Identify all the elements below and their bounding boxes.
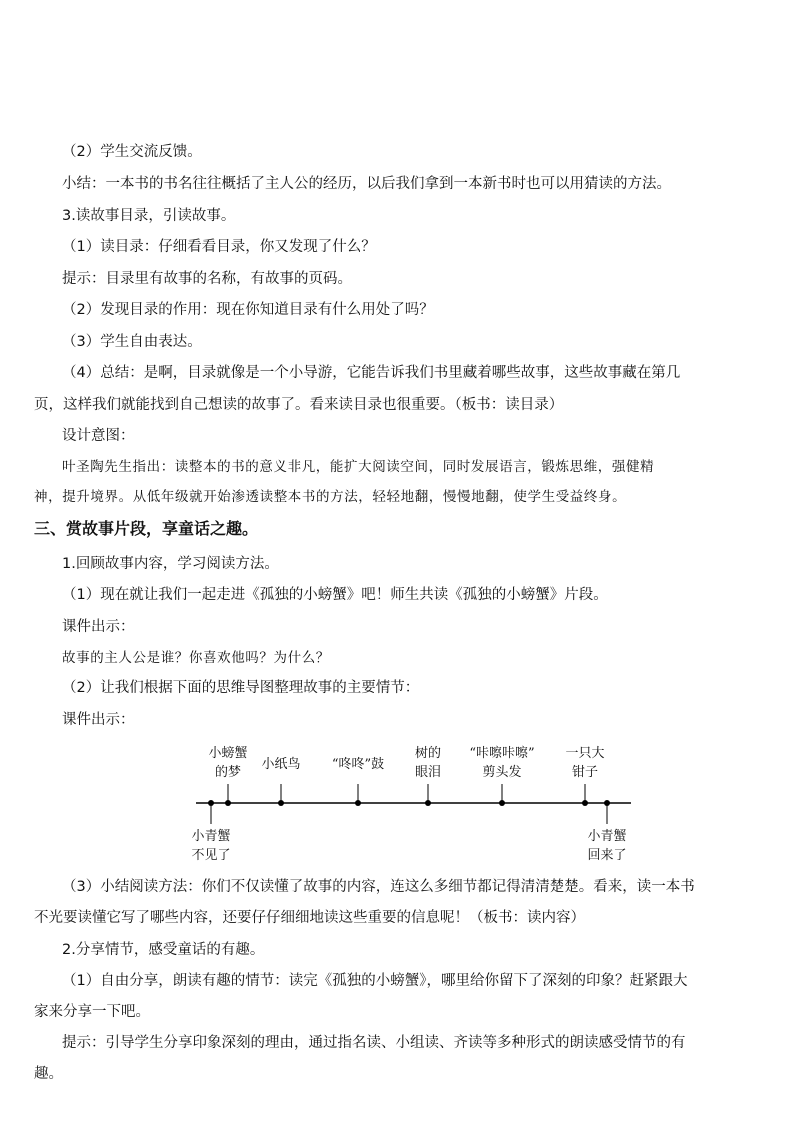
text-line: 设计意图： bbox=[62, 428, 135, 444]
event-label: “咚咚”鼓 bbox=[331, 757, 385, 772]
event-label: 钳子 bbox=[571, 765, 599, 780]
event-label: “咔嚓咔嚓” bbox=[469, 746, 535, 761]
text-line: 1.回顾故事内容，学习阅读方法。 bbox=[62, 556, 279, 572]
event-label: 树的 bbox=[414, 746, 442, 761]
design-intent-text: 叶圣陶先生指出：读整本的书的意义非凡，能扩大阅读空间，同时发展语言，锻炼思维，强健精 bbox=[62, 459, 655, 475]
event-marker bbox=[278, 784, 284, 806]
text-line: 3.读故事目录，引读故事。 bbox=[62, 208, 236, 224]
event-marker bbox=[582, 784, 588, 806]
text-line: 不光要读懂它写了哪些内容，还要仔仔细细地读这些重要的信息呢！（板书：读内容） bbox=[34, 910, 585, 926]
text-line: 家来分享一下吧。 bbox=[34, 1004, 150, 1020]
event-label: 一只大 bbox=[565, 746, 605, 761]
text-line: （3）小结阅读方法：你们不仅读懂了故事的内容，连这么多细节都记得清清楚楚。看来，读一本书 bbox=[62, 879, 695, 895]
design-intent-text: 神，提升境界。从低年级就开始渗透读整本书的方法，轻轻地翻，慢慢地翻，使学生受益终身。 bbox=[34, 489, 627, 505]
text-line: （1）现在就让我们一起走进《孤独的小螃蟹》吧！师生共读《孤独的小螃蟹》片段。 bbox=[62, 587, 608, 603]
text-line: 课件出示： bbox=[62, 619, 135, 635]
event-label: 剪头发 bbox=[482, 765, 522, 780]
text-line: 提示：目录里有故事的名称，有故事的页码。 bbox=[62, 271, 352, 287]
start-marker bbox=[208, 800, 214, 824]
text-line: （2）让我们根据下面的思维导图整理故事的主要情节： bbox=[62, 680, 420, 696]
event-label: 小螃蟹 bbox=[208, 746, 248, 761]
event-marker bbox=[355, 784, 361, 806]
text-line: （3）学生自由表达。 bbox=[62, 334, 202, 350]
event-marker bbox=[499, 784, 505, 806]
text-line: （1）读目录：仔细看看目录，你又发现了什么？ bbox=[62, 239, 376, 255]
text-line: （2）学生交流反馈。 bbox=[62, 144, 202, 160]
end-label: 回来了 bbox=[587, 848, 627, 863]
start-label: 不见了 bbox=[191, 848, 231, 863]
start-label: 小青蟹 bbox=[191, 829, 231, 844]
text-line: 趣。 bbox=[34, 1066, 63, 1082]
text-line: 2.分享情节，感受童话的有趣。 bbox=[62, 942, 265, 958]
text-line: （1）自由分享，朗读有趣的情节：读完《孤独的小螃蟹》，哪里给你留下了深刻的印象？赶紧跟大 bbox=[62, 973, 688, 989]
event-label: 的梦 bbox=[214, 765, 242, 780]
end-marker bbox=[604, 800, 610, 824]
event-marker bbox=[425, 784, 431, 806]
event-label: 小纸鸟 bbox=[261, 757, 301, 772]
courseware-text: 故事的主人公是谁？你喜欢他吗？为什么？ bbox=[62, 650, 330, 666]
text-line: 课件出示： bbox=[62, 712, 135, 728]
text-line: 页，这样我们就能找到自己想读的故事了。看来读目录也很重要。（板书：读目录） bbox=[34, 397, 564, 413]
text-line: （4）总结：是啊，目录就像是一个小导游，它能告诉我们书里藏着哪些故事，这些故事藏在第几 bbox=[62, 365, 681, 381]
text-line: 提示：引导学生分享印象深刻的理由，通过指名读、小组读、齐读等多种形式的朗读感受情节的有 bbox=[62, 1035, 686, 1051]
text-line: （2）发现目录的作用：现在你知道目录有什么用处了吗？ bbox=[62, 302, 434, 318]
text-line: 小结：一本书的书名往往概括了主人公的经历，以后我们拿到一本新书时也可以用猜读的方法。 bbox=[62, 176, 671, 192]
section-heading: 三、赏故事片段，享童话之趣。 bbox=[34, 519, 259, 538]
event-label: 眼泪 bbox=[414, 765, 442, 780]
end-label: 小青蟹 bbox=[587, 829, 627, 844]
event-marker bbox=[225, 784, 231, 806]
